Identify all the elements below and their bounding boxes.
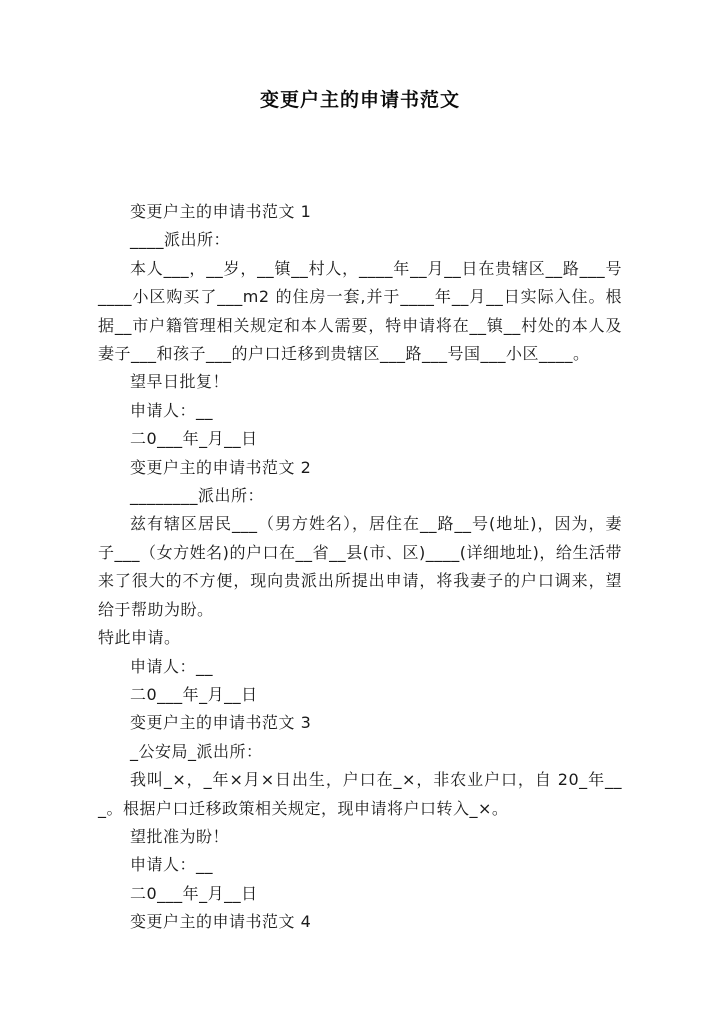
paragraph-sample2-salutation: ________派出所： <box>130 486 265 506</box>
paragraph-sample3-closing: 望批准为盼！ <box>130 826 230 846</box>
paragraph-sample3-salutation: _公安局_派出所： <box>130 741 263 761</box>
paragraph-sample1-salutation: ____派出所： <box>130 230 231 250</box>
paragraph-sample2-applicant: 申请人：__ <box>130 656 214 676</box>
paragraph-sample3-date: 二0___年_月__日 <box>130 883 258 903</box>
paragraph-sample1-closing: 望早日批复！ <box>130 372 230 392</box>
paragraph-sample2-heading: 变更户主的申请书范文 2 <box>130 457 312 477</box>
document-body <box>98 198 622 937</box>
paragraph-sample3-applicant: 申请人：__ <box>130 855 214 875</box>
paragraph-sample2-body: 兹有辖区居民___（男方姓名），居住在__路__号(地址)，因为，妻子___（女方姓名)的户口在__省__县(市、区)____(详细地址)，给生活带来了很大的不方便，现向贵派出所提出申请，将我妻子的户口调来，望给于帮助为盼。 <box>98 514 622 619</box>
paragraph-sample1-body: 本人___，__岁，__镇__村人，____年__月__日在贵辖区__路___号____小区购买了___m2 的住房一套,并于____年__月__日实际入住。根据__市户籍管理相关规定和本人需要，特申请将在__镇__村处的本人及妻子___和孩子___的户口迁移到贵辖区___路___号国___小区____。 <box>98 258 622 364</box>
paragraph-sample3-heading: 变更户主的申请书范文 3 <box>130 713 312 733</box>
paragraph-sample4-heading: 变更户主的申请书范文 4 <box>130 912 312 932</box>
paragraph-sample1-applicant: 申请人：__ <box>130 400 214 420</box>
paragraph-sample2-date: 二0___年_月__日 <box>130 684 258 704</box>
paragraph-sample1-heading: 变更户主的申请书范文 1 <box>130 202 312 221</box>
paragraph-sample3-body: 我叫_×，_年×月×日出生，户口在_×，非农业户口，自 20_年___。根据户口迁移政策相关规定，现申请将户口转入_×。 <box>98 770 622 818</box>
paragraph-sample2-hereby: 特此申请。 <box>98 628 181 648</box>
paragraph-sample1-date: 二0___年_月__日 <box>130 429 258 449</box>
document-title: 变更户主的申请书范文 <box>259 89 460 111</box>
